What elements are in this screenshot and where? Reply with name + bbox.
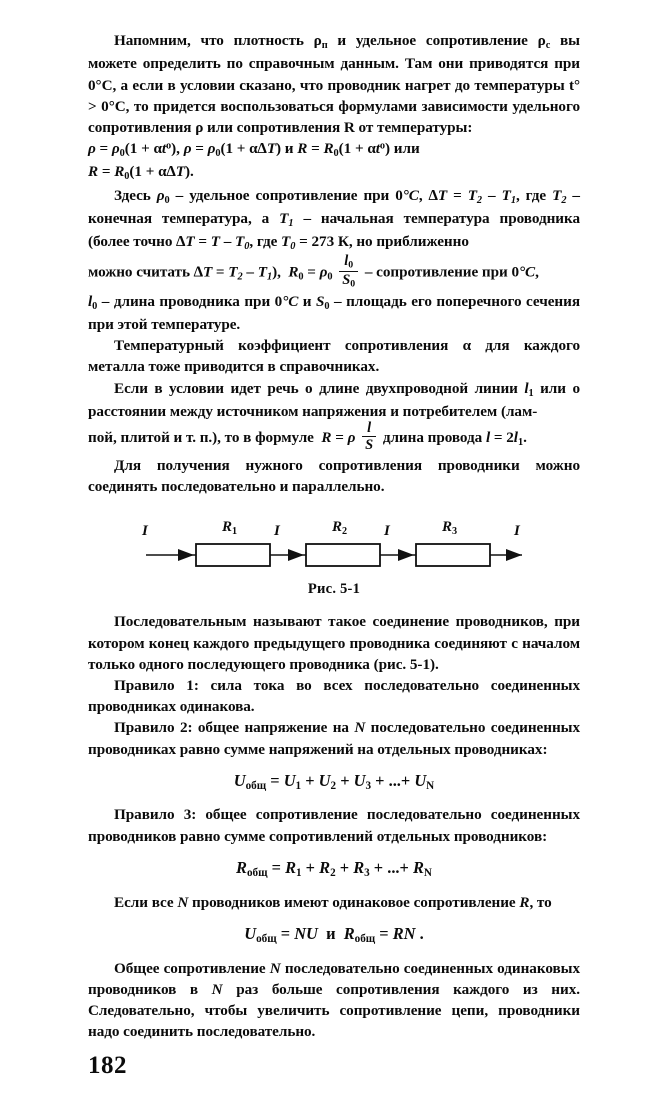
paragraph-2: Здесь $\rho_0$ – удельное сопротивление при 0°C, $\Delta T = T_2 - T_1$, где $T_2$ – конечная температура, а $T_1$ – начальная температура проводника (более точно $\Delta T = T - T_0$, где $T_0 = 273$ К, но приближенно — [88, 186, 581, 253]
current-label-2: I — [384, 523, 390, 540]
fraction-l0-over-s0: $\frac{l_0}{S_0}$ — [339, 254, 358, 290]
current-label-1: I — [274, 523, 280, 540]
resistor-label-2: $R_2$ — [332, 519, 348, 538]
rho-sub-n: п — [321, 39, 328, 51]
equation-resistance-sum: $R_{общ} = R_1 + R_2 + R_3$ + ...+ $R_N$ — [236, 857, 432, 879]
paragraph-4: Температурный коэффициент сопротивления α для каждого металла тоже приводится в справочниках. — [88, 337, 580, 376]
fraction-l-over-s: $\frac{l}{S}$ — [362, 421, 376, 454]
paragraph-6: Для получения нужного сопротивления проводники можно соединять последовательно и параллельно. — [88, 456, 580, 496]
paragraph-1 — [88, 30, 580, 138]
paragraph-11: Если все N проводников имеют одинаковое сопротивление R, то — [114, 893, 552, 911]
circuit-diagram — [134, 515, 534, 577]
equation-r0-definition: можно считать $\Delta T = T_2 - T_1$), $R_0 = \rho_0$ $\frac{l_0}{S_0}$ – сопротивление при 0°C, — [88, 252, 539, 290]
current-label-3: I — [514, 523, 520, 540]
figure-5-1 — [88, 515, 580, 611]
resistor-label-1: $R_1$ — [222, 519, 238, 538]
figure-caption: Рис. 5-1 — [307, 581, 361, 598]
p1-text-b: и удельное сопротивление ρ — [327, 32, 546, 49]
paragraph-3: $l_0$ – длина проводника при 0°C и $S_0$ – площадь его поперечного сечения при этой температуре. — [88, 292, 580, 334]
equation-voltage-sum: $U_{общ} = U_1 + U_2 + U_3$ + ...+ $U_N$ — [233, 770, 435, 792]
paragraph-10: Правило 3: общее сопротивление последовательно соединенных проводников равно сумме сопротивлений отдельных проводников: — [88, 806, 580, 845]
paragraph-7: Последовательным называют такое соединение проводников, при котором конец каждого предыдущего проводника соединяют с началом только одного последующего проводника (рис. 5-1). — [88, 613, 580, 673]
p1-text-c: вы можете определить по справочным данным. Там они приводятся при 0°C, а если в условии сказано, что проводник нагрет до температуры t° > 0°C, то придется воспользоваться формулами зависимости удельного сопротивления ρ или сопротивления R от температуры: — [88, 32, 580, 136]
rho-sub-c: с — [545, 39, 551, 51]
paragraph-5: Если в условии идет речь о длине двухпроводной линии $l_1$ или о расстоянии между источником напряжения и потребителем (лам- — [88, 379, 580, 420]
paragraph-8: Правило 1: сила тока во всех последовательно соединенных проводниках одинакова. — [88, 676, 580, 716]
page-number: 182 — [88, 1052, 127, 1079]
equation-equal-case: $U_{общ}$ = NU и $R_{общ}$ = RN . — [244, 923, 424, 945]
equation-temperature-dependence: $\rho = \rho_0(1 + \alpha t^o)$, $\rho = \rho_0(1 + \alpha\Delta T)$ и $R = R_0(1 + \alpha t^o)$ или $R = R_0(1 + \alpha\Delta T)$. — [88, 140, 420, 183]
paragraph-12: Общее сопротивление N последовательно соединенных одинаковых проводников в N раз больше сопротивления каждого из них. Следовательно, чтобы увеличить сопротивление цепи, проводники надо соединить последовательно. — [88, 959, 580, 1041]
paragraph-9: Правило 2: общее напряжение на N последовательно соединенных проводниках равно сумме напряжений на отдельных проводниках: — [88, 719, 580, 758]
resistor-label-3: $R_3$ — [442, 519, 458, 538]
paragraph-5-tail: пой, плитой и т. п.), то в формуле R = ρ $\frac{l}{S}$ длина провода $l = 2l_1$. — [88, 420, 527, 454]
page-content — [88, 30, 580, 1042]
current-label-0: I — [142, 523, 148, 540]
p1-text-a: Напомним, что плотность ρ — [114, 32, 322, 49]
